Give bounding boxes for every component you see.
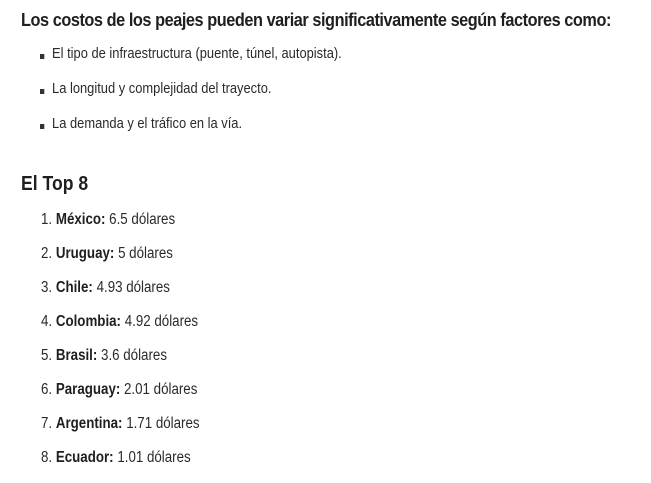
- ranking-item: [41, 381, 200, 415]
- ranking-item: [41, 347, 200, 381]
- ranking-item: [41, 415, 200, 449]
- ranking-list: [41, 211, 225, 483]
- country-name: Brasil:: [55, 347, 98, 364]
- rank-number: 1.: [41, 211, 53, 228]
- ranking-item: [41, 245, 200, 279]
- factor-text: La demanda y el tráfico en la vía.: [52, 115, 243, 132]
- rank-number: 8.: [41, 449, 53, 466]
- country-name: México:: [55, 211, 106, 228]
- rank-number: 2.: [41, 245, 53, 262]
- country-name: Chile:: [55, 279, 93, 296]
- rank-number: 6.: [41, 381, 53, 398]
- rank-number: 5.: [41, 347, 53, 364]
- square-bullet-icon: [40, 54, 44, 59]
- top-heading: El Top 8: [21, 173, 89, 195]
- intro-heading: Los costos de los peajes pueden variar significativamente según factores como:: [21, 9, 611, 30]
- toll-value: 1.01 dólares: [117, 449, 191, 466]
- ranking-item: [41, 279, 200, 313]
- country-name: Colombia:: [55, 313, 122, 330]
- list-item: [40, 45, 342, 80]
- toll-value: 4.92 dólares: [124, 313, 199, 330]
- rank-number: 7.: [41, 415, 53, 432]
- factor-text: La longitud y complejidad del trayecto.: [52, 80, 272, 97]
- square-bullet-icon: [40, 124, 44, 129]
- country-name: Ecuador:: [55, 449, 114, 466]
- ranking-item: [41, 449, 200, 483]
- ranking-item: [41, 313, 200, 347]
- country-name: Uruguay:: [55, 245, 115, 262]
- rank-number: 4.: [41, 313, 53, 330]
- country-name: Argentina:: [55, 415, 123, 432]
- country-name: Paraguay:: [55, 381, 121, 398]
- list-item: [40, 80, 342, 115]
- toll-value: 5 dólares: [118, 245, 173, 262]
- toll-value: 3.6 dólares: [101, 347, 168, 364]
- toll-value: 2.01 dólares: [124, 381, 198, 398]
- factor-text: El tipo de infraestructura (puente, túnel, autopista).: [52, 45, 342, 62]
- rank-number: 3.: [41, 279, 53, 296]
- toll-value: 1.71 dólares: [126, 415, 200, 432]
- factor-list: [40, 45, 391, 150]
- toll-value: 4.93 dólares: [96, 279, 170, 296]
- toll-value: 6.5 dólares: [109, 211, 176, 228]
- ranking-item: [41, 211, 200, 245]
- list-item: [40, 115, 342, 150]
- square-bullet-icon: [40, 89, 44, 94]
